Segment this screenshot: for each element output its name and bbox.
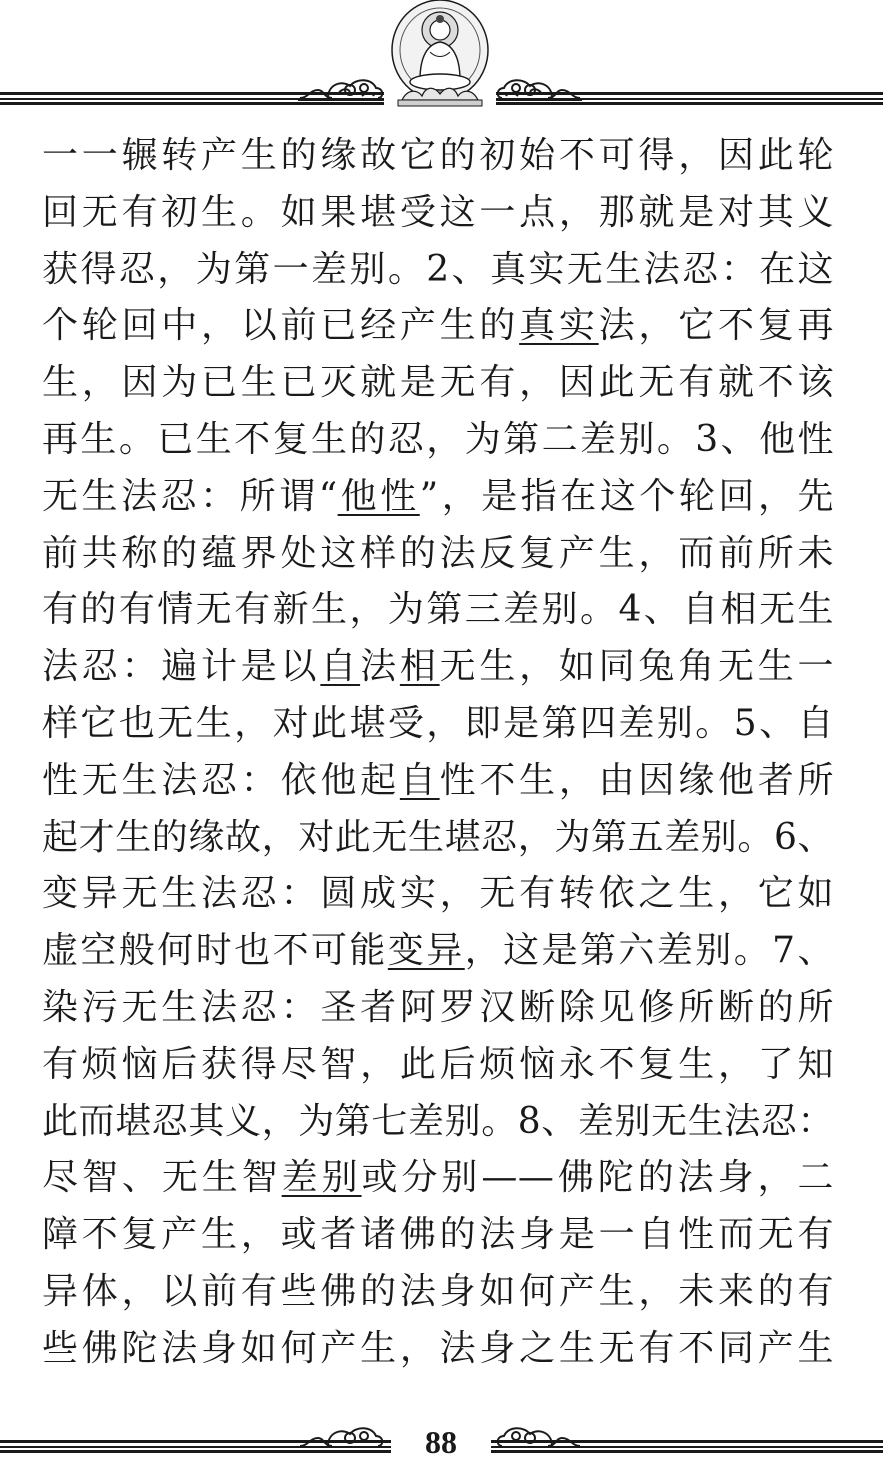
text-line [42, 1094, 834, 1151]
text-line [42, 980, 834, 1037]
text-line [42, 1150, 834, 1207]
underlined-term: 他性 [337, 475, 420, 517]
text-run: 尽智、无生智 [42, 1157, 282, 1199]
text-run: 变异无生法忍：圆成实，无有转依之生，它如 [42, 873, 834, 915]
text-run: 些佛陀法身如何产生，法身之生无有不同产生 [42, 1327, 834, 1369]
cloud-ornament-icon [494, 70, 582, 102]
text-run: 再生。已生不复生的忍，为第二差别。3、他性 [42, 418, 834, 460]
underlined-term: 自 [399, 759, 440, 801]
cloud-ornament-icon [298, 1418, 386, 1450]
text-line [42, 923, 834, 980]
text-line [42, 526, 834, 583]
text-run: 前共称的蕴界处这样的法反复产生，而前所未 [42, 532, 834, 574]
text-line [42, 1321, 834, 1378]
text-line [42, 128, 834, 185]
text-line [42, 753, 834, 810]
text-line [42, 696, 834, 753]
text-run: 起才生的缘故，对此无生堪忍，为第五差别。6、 [42, 816, 834, 858]
text-run: 一一辗转产生的缘故它的初始不可得，因此轮 [42, 135, 834, 176]
text-line [42, 1264, 834, 1321]
text-run: 染污无生法忍：圣者阿罗汉断除见修所断的所 [42, 986, 834, 1028]
text-line [42, 355, 834, 412]
cloud-ornament-icon [494, 1418, 582, 1450]
text-run: 个轮回中，以前已经产生的 [42, 305, 520, 347]
underlined-term: 变异 [387, 930, 465, 972]
cloud-ornament-icon [298, 70, 386, 102]
text-run: 有烦恼后获得尽智，此后烦恼永不复生，了知 [42, 1043, 834, 1085]
text-line [42, 298, 834, 355]
text-run: 此而堪忍其义，为第七差别。8、差别无生法忍： [42, 1100, 834, 1142]
text-line [42, 469, 834, 526]
text-run: 或分别——佛陀的法身，二 [361, 1157, 834, 1199]
text-line [42, 866, 834, 923]
text-run: 无生法忍：所谓“ [42, 475, 338, 517]
buddha-medallion-icon [384, 0, 496, 112]
text-line [42, 185, 834, 242]
underlined-term: 真实 [519, 305, 599, 347]
text-run: 性不生，由因缘他者所 [439, 759, 834, 801]
text-line [42, 242, 834, 299]
text-run: 样它也无生，对此堪受，即是第四差别。5、自 [42, 702, 834, 744]
text-run: 法，它不复再 [598, 305, 834, 347]
text-run: 法 [360, 646, 400, 688]
text-line [42, 810, 834, 867]
text-run: ，这是第六差别。7、 [464, 930, 834, 972]
text-run: 异体，以前有些佛的法身如何产生，未来的有 [42, 1270, 834, 1312]
text-run: 性无生法忍：依他起 [42, 759, 400, 801]
underlined-term: 自 [320, 646, 361, 688]
text-run: 无生，如同兔角无生一 [439, 646, 834, 688]
text-run: 虚空般何时也不可能 [42, 930, 388, 972]
text-run: ”，是指在这个轮回，先 [419, 475, 834, 517]
text-run: 法忍：遍计是以 [42, 646, 321, 688]
page-number: 88 [391, 1422, 491, 1462]
underlined-term: 差别 [281, 1157, 362, 1199]
text-run: 回无有初生。如果堪受这一点，那就是对其义 [42, 191, 834, 233]
text-line [42, 639, 834, 696]
underlined-term: 相 [399, 646, 440, 688]
page-body [42, 128, 834, 1378]
text-run: 获得忍，为第一差别。2、真实无生法忍：在这 [42, 248, 834, 290]
text-run: 有的有情无有新生，为第三差别。4、自相无生 [42, 589, 834, 631]
text-line [42, 412, 834, 469]
text-line [42, 1037, 834, 1094]
text-line [42, 582, 834, 639]
text-run: 生，因为已生已灭就是无有，因此无有就不该 [42, 362, 834, 404]
text-run: 障不复产生，或者诸佛的法身是一自性而无有 [42, 1214, 834, 1256]
text-line [42, 1207, 834, 1264]
